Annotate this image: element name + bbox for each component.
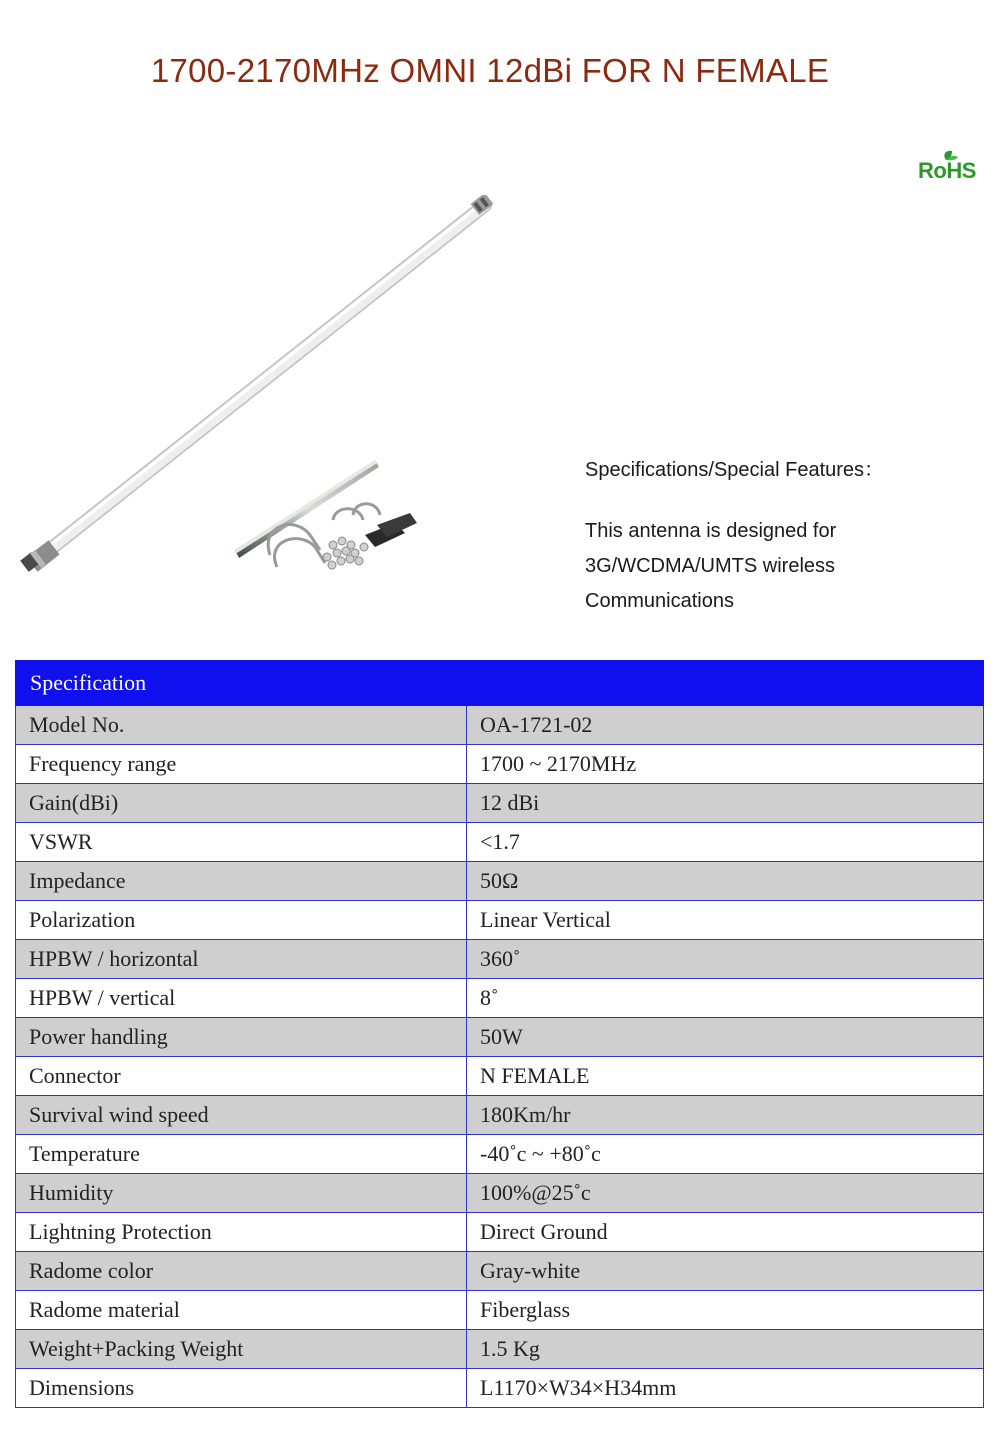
- antenna-radome: [42, 202, 485, 555]
- table-row: [16, 1057, 984, 1096]
- table-row: [16, 1330, 984, 1369]
- table-row: [16, 1252, 984, 1291]
- features-line: This antenna is designed for: [585, 520, 837, 542]
- brackets: [365, 513, 417, 547]
- table-row: [16, 979, 984, 1018]
- table-row: [16, 862, 984, 901]
- spec-label: VSWR: [16, 823, 467, 862]
- table-row: [16, 745, 984, 784]
- page-title: 1700-2170MHz OMNI 12dBi FOR N FEMALE: [150, 52, 830, 89]
- spec-label: Model No.: [16, 706, 467, 745]
- table-header-row: [16, 661, 984, 706]
- table-row: [16, 1096, 984, 1135]
- spec-value: Linear Vertical: [467, 901, 984, 940]
- spec-value: Direct Ground: [467, 1213, 984, 1252]
- spec-value: 1700 ~ 2170MHz: [467, 745, 984, 784]
- spec-value: 8˚: [467, 979, 984, 1018]
- table-row: [16, 1291, 984, 1330]
- rohs-logo-text: RoHS: [918, 158, 976, 183]
- spec-value: <1.7: [467, 823, 984, 862]
- spec-value: 1.5 Kg: [467, 1330, 984, 1369]
- table-row: [16, 1213, 984, 1252]
- spec-value: Gray-white: [467, 1252, 984, 1291]
- table-row: [16, 901, 984, 940]
- nuts-washers: [323, 537, 368, 569]
- spec-value: 12 dBi: [467, 784, 984, 823]
- spec-label: Connector: [16, 1057, 467, 1096]
- spec-label: Lightning Protection: [16, 1213, 467, 1252]
- mounting-bar: [235, 460, 379, 558]
- spec-value: 50W: [467, 1018, 984, 1057]
- spec-value: OA-1721-02: [467, 706, 984, 745]
- spec-label: Weight+Packing Weight: [16, 1330, 467, 1369]
- spec-label: Humidity: [16, 1174, 467, 1213]
- table-header: Specification: [16, 661, 984, 706]
- table-row: [16, 706, 984, 745]
- features-line: 3G/WCDMA/UMTS wireless: [585, 555, 836, 577]
- specification-table: [15, 660, 984, 1408]
- features-heading: Specifications/Special Features：: [585, 459, 885, 481]
- spec-value: -40˚c ~ +80˚c: [467, 1135, 984, 1174]
- table-row: [16, 1018, 984, 1057]
- spec-label: Radome color: [16, 1252, 467, 1291]
- spec-value: N FEMALE: [467, 1057, 984, 1096]
- table-body: [16, 706, 984, 1408]
- features-description: [585, 514, 985, 619]
- spec-label: Survival wind speed: [16, 1096, 467, 1135]
- table-row: [16, 1369, 984, 1408]
- features-section: [585, 456, 985, 619]
- spec-label: HPBW / vertical: [16, 979, 467, 1018]
- table-row: [16, 1135, 984, 1174]
- spec-value: 360˚: [467, 940, 984, 979]
- product-image: [15, 195, 495, 590]
- table-row: [16, 940, 984, 979]
- spec-label: Gain(dBi): [16, 784, 467, 823]
- spec-value: 180Km/hr: [467, 1096, 984, 1135]
- spec-value: L1170×W34×H34mm: [467, 1369, 984, 1408]
- spec-label: Power handling: [16, 1018, 467, 1057]
- spec-label: Radome material: [16, 1291, 467, 1330]
- spec-label: Dimensions: [16, 1369, 467, 1408]
- spec-label: Temperature: [16, 1135, 467, 1174]
- spec-value: 50Ω: [467, 862, 984, 901]
- spec-label: Polarization: [16, 901, 467, 940]
- table-row: [16, 823, 984, 862]
- spec-label: Frequency range: [16, 745, 467, 784]
- table-row: [16, 784, 984, 823]
- table-row: [16, 1174, 984, 1213]
- spec-value: 100%@25˚c: [467, 1174, 984, 1213]
- rohs-logo: [916, 148, 992, 188]
- spec-value: Fiberglass: [467, 1291, 984, 1330]
- spec-label: Impedance: [16, 862, 467, 901]
- spec-label: HPBW / horizontal: [16, 940, 467, 979]
- features-line: Communications: [585, 590, 734, 612]
